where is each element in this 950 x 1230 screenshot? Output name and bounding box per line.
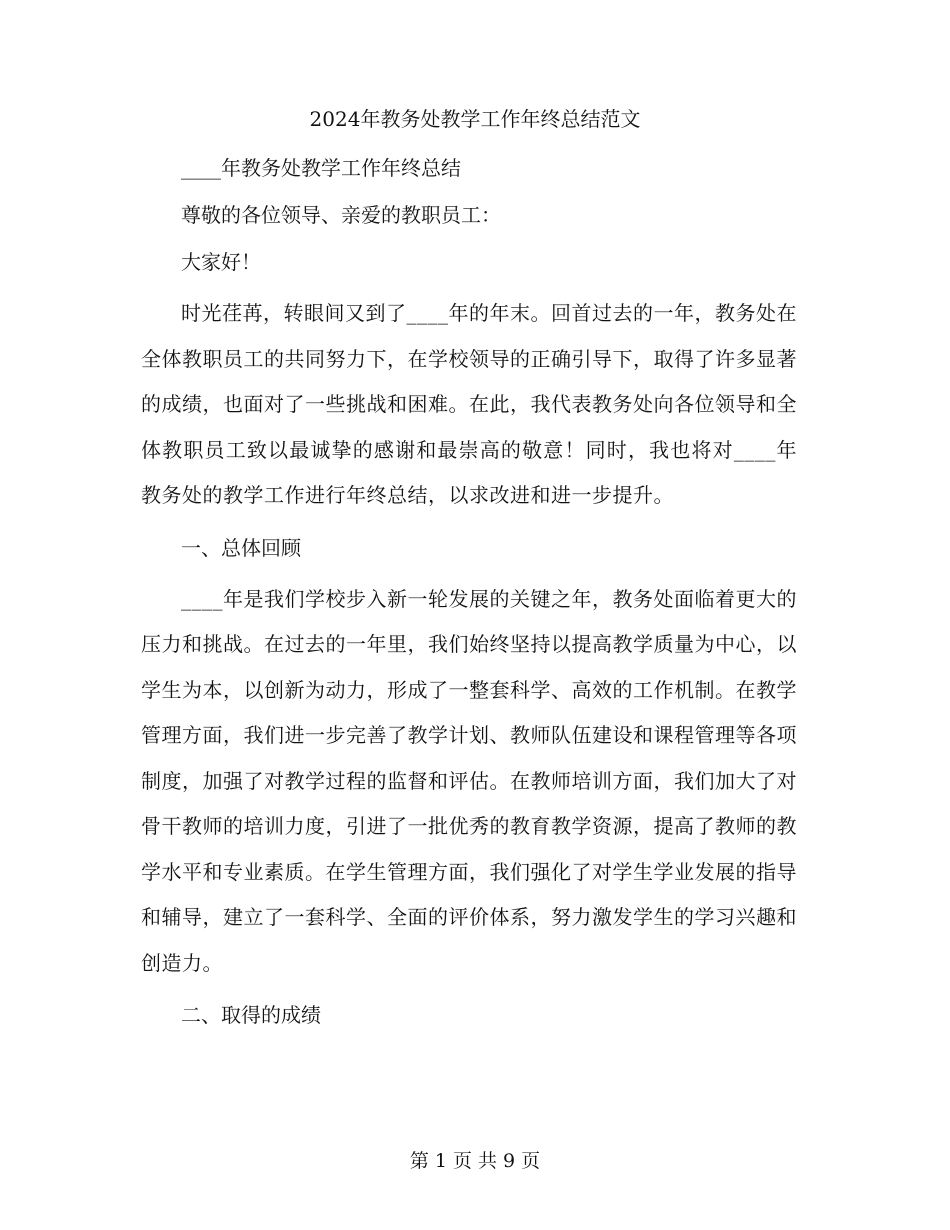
page-number: 第 1 页 共 9 页 bbox=[409, 1150, 541, 1172]
document-title: 2024年教务处教学工作年终总结范文 bbox=[309, 107, 641, 131]
salutation: 尊敬的各位领导、亲爱的教职员工： bbox=[181, 203, 501, 227]
overview-paragraph: ____年是我们学校步入新一轮发展的关键之年，教务处面临着更大的压力和挑战。在过去的一年里，我们始终坚持以提高教学质量为中心，以学生为本，以创新为动力，形成了一整套科学、高效的工作机制。在教学管理方面，我们进一步完善了教学计划、教师队伍建设和课程管理等各项制度，加强了对教学过程的监督和评估。在教师培训方面，我们加大了对骨干教师的培训力度，引进了一批优秀的教育教学资源，提高了教师的教学水平和专业素质。在学生管理方面，我们强化了对学生学业发展的指导和辅导，建立了一套科学、全面的评价体系，努力激发学生的学习兴趣和创造力。 bbox=[141, 586, 797, 975]
intro-paragraph: 时光荏苒，转眼间又到了____年的年末。回首过去的一年，教务处在全体教职员工的共同努力下，在学校领导的正确引导下，取得了许多显著的成绩，也面对了一些挑战和困难。在此，我代表教务处向各位领导和全体教职员工致以最诚挚的感谢和最崇高的敬意！同时，我也将对____年教务处的教学工作进行年终总结，以求改进和进一步提升。 bbox=[141, 301, 797, 507]
greeting: 大家好！ bbox=[181, 250, 261, 274]
section-heading-overview: 一、总体回顾 bbox=[181, 535, 301, 560]
section-heading-achievements: 二、取得的成绩 bbox=[181, 1003, 321, 1027]
document-body bbox=[141, 150, 797, 1033]
report-heading: ____年教务处教学工作年终总结 bbox=[181, 156, 461, 180]
